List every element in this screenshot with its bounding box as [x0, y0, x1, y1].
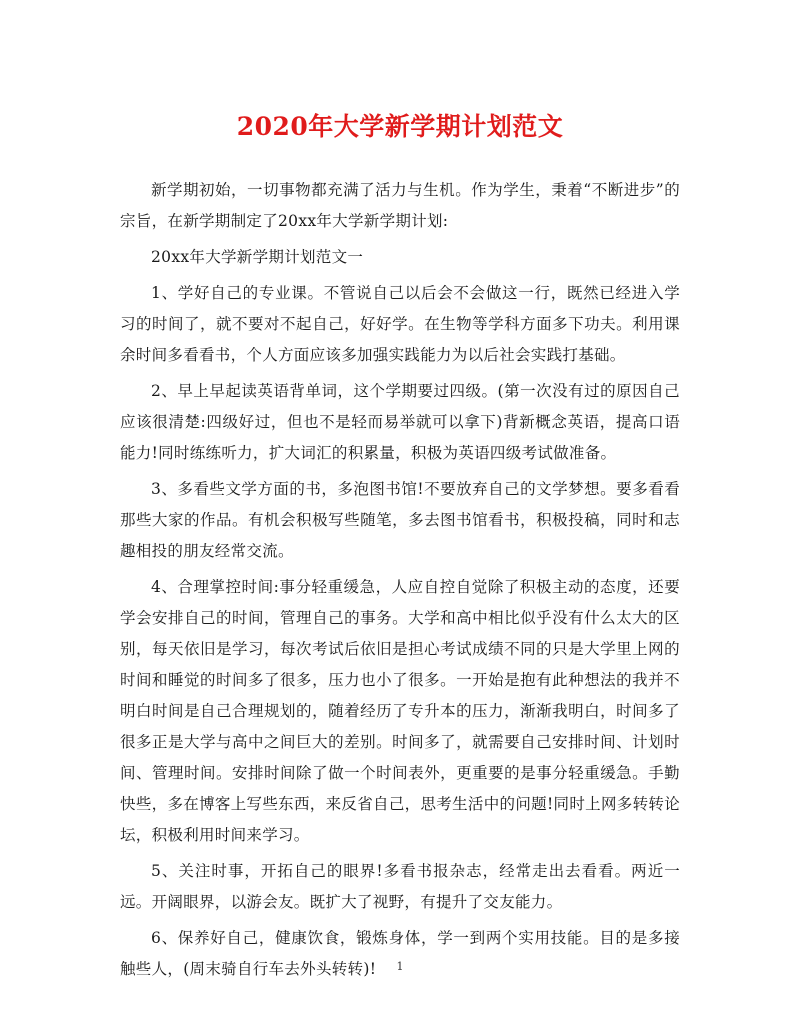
paragraph-item-2: 2、早上早起读英语背单词，这个学期要过四级。(第一次没有过的原因自己应该很清楚:四级好过，但也不是轻而易举就可以拿下)背新概念英语，提高口语能力!同时练练听力，扩大词汇的积累量，积极为英语四级考试做准备。 [120, 382, 680, 462]
paragraph-item-1: 1、学好自己的专业课。不管说自己以后会不会做这一行，既然已经进入学习的时间了，就不要对不起自己，好好学。在生物等学科方面多下功夫。利用课余时间多看看书，个人方面应该多加强实践能力为以后社会实践打基础。 [120, 284, 680, 364]
paragraph-item-4: 4、合理掌控时间:事分轻重缓急，人应自控自觉除了积极主动的态度，还要学会安排自己的时间，管理自己的事务。大学和高中相比似乎没有什么太大的区别，每天依旧是学习，每次考试后依旧是担心考试成绩不同的只是大学里上网的时间和睡觉的时间多了很多，压力也小了很多。一开始是抱有此种想法的我并不明白时间是自己合理规划的，随着经历了专升本的压力，渐渐我明白，时间多了很多正是大学与高中之间巨大的差别。时间多了，就需要自己安排时间、计划时间、管理时间。安排时间除了做一个时间表外，更重要的是事分轻重缓急。手勤快些，多在博客上写些东西，来反省自己，思考生活中的问题!同时上网多转转论坛，积极利用时间来学习。 [120, 578, 680, 844]
paragraph-item-3: 3、多看些文学方面的书，多泡图书馆!不要放弃自己的文学梦想。要多看看那些大家的作品。有机会积极写些随笔，多去图书馆看书，积极投稿，同时和志趣相投的朋友经常交流。 [120, 480, 680, 560]
paragraph-subheading: 20xx年大学新学期计划范文一 [151, 248, 364, 266]
page-number: 1 [396, 960, 404, 973]
document-body [120, 175, 680, 990]
paragraph-intro: 新学期初始，一切事物都充满了活力与生机。作为学生，秉着“不断进步”的宗旨，在新学期制定了20xx年大学新学期计划: [120, 181, 680, 230]
paragraph-item-5: 5、关注时事，开拓自己的眼界!多看书报杂志，经常走出去看看。两近一远。开阔眼界，以游会友。既扩大了视野，有提升了交友能力。 [120, 862, 680, 911]
paragraph-item-6: 6、保养好自己，健康饮食，锻炼身体，学一到两个实用技能。目的是多接触些人，(周末骑自行车去外头转转)! [120, 929, 680, 978]
document-title: 2020年大学新学期计划范文 [236, 112, 564, 141]
